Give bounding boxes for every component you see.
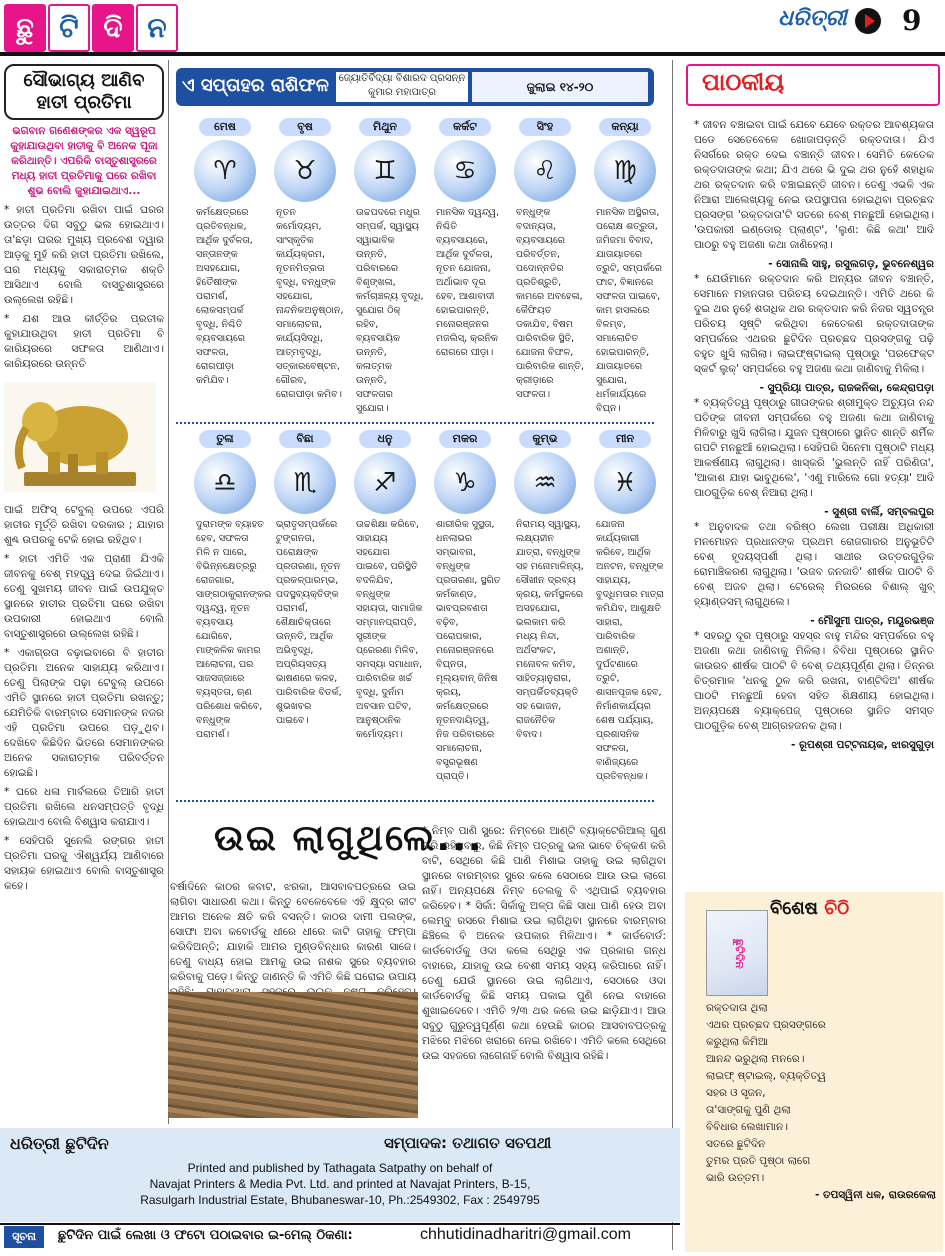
play-icon — [855, 8, 881, 34]
horoscope-date: ଜୁଲାଇ ୧୪-୨୦ — [472, 72, 648, 102]
article-paragraph: * ଏକାଗ୍ରତା ବଢ଼ାଇବାରେ ବି ହାତୀର ପ୍ରତିମା ଅନେକ ସାହାଯ୍ୟ କରିଥାଏ। ତେଣୁ ପିଲାଙ୍କ ପଢ଼ା ଟେବୁଲ୍ ଉପରେ ଏମିତି ସ୍ଥାନରେ ହାତୀ ପ୍ରତିମା ରଖନ୍ତୁ; ଯେମିତିକି ବାରମ୍ବାର ସେମାନଙ୍କ ନଜର ଏହି ପ୍ରତିମା ଉପରେ ପଡ଼ୁଥିବ। ଦେଖିବେ କିଛିଦିନ ଭିତରେ ସେମାନଙ୍କର ଅନେକ ସକାରାତ୍ମକ ପରିବର୍ତ୍ତନ ହୋଇଛି। — [4, 647, 164, 779]
zodiac-prediction: ମାନସିକ ଅସ୍ଥିରତା, ପରୋକ୍ଷ ଶତ୍ରୁତା, ଜମିଜମା ବିବାଦ, ଯାତାୟାତରେ ତ୍ରୁଟି, ସମ୍ପର୍କରେ ଫାଟ, ବିଜ୍ଞାନରେ ସଫଳତା ପାଇବେ, କାମ ହାସଲରେ ବିଳମ୍ବ, ସମାଲୋଚିତ ହୋଇପାରନ୍ତି, ଯାତାୟାତରେ ସୁଯୋଗ, ଧର୍ମକାର୍ଯ୍ୟରେ ବିଘ୍ନ। — [596, 207, 662, 414]
zodiac-sign — [186, 430, 272, 742]
readers-column-header — [686, 64, 940, 106]
printer-line: Printed and published by Tathagata Satpathy on behalf of — [187, 1161, 493, 1175]
feature-title: ଉଇ ଲାଗୁଥିଲେ... — [214, 818, 484, 859]
zodiac-prediction: କର୍ମକ୍ଷେତ୍ରରେ ପ୍ରତିବନ୍ଧକ, ଆର୍ଥିକ ଦୁର୍ବଳତା, ସନ୍ତାନଙ୍କ ଅସହଯୋଗ, ହିତୈଷୀଙ୍କ ପରାମର୍ଶ, ଲୋକସମ୍ପର୍କ ବୃଦ୍ଧି, ନିଶ୍ଚିତି ବ୍ୟବସାୟରେ ସଫଳତା, ରୋଗପୀଡ଼ା କମିଯିବ। — [196, 207, 253, 386]
article-paragraph: * ଯଶ ଆଉ କୀର୍ତ୍ତିର ପ୍ରତୀକ କୁହାଯାଉଥିବା ହାତୀ ପ୍ରତିମା ବି କାରିୟରରେ ସଫଳତା ଆଣିଥାଏ। କାରିୟରରେ ଉନ୍ନତି — [4, 313, 164, 370]
zodiac-prediction: ଉଚ୍ଚପଦରେ ମଧୁର ସମ୍ପର୍କ, ସ୍ୱାସ୍ଥ୍ୟ ସ୍ୱାଭାବିକ ଉନ୍ନତି, ପରିବାରରେ ବିଶୃଙ୍ଖଳା, କର୍ମଚାଞ୍ଚଳ୍ୟ ବୃଦ୍ଧି, ସୁଯୋଗ ଠିକ୍ ରହିବ, ବ୍ୟବସାୟିକ ଉନ୍ନତି, କଳାତ୍ମକ ଉନ୍ନତି, ସଫଳତାର ସୁଯୋଗ। — [356, 207, 424, 414]
zodiac-emblem-icon: ♉ — [274, 140, 336, 202]
zodiac-emblem-icon: ♏ — [274, 452, 336, 514]
article-paragraph: * ସେହିପରି ସୁନେଲି ରଙ୍ଗର ହାତୀ ପ୍ରତିମା ଘରକୁ ଐଶ୍ୱର୍ଯ୍ୟ ଆଣିବାରେ ସହାୟକ ହୋଇଥାଏ ବୋଲି ବାସ୍ତୁଶାସ୍ତ୍ର କହେ। — [4, 835, 164, 892]
printer-line: Navajat Printers & Media Pvt. Ltd. and printed at Navajat Printers, B-15, — [149, 1177, 531, 1191]
feature-text-col1: ବର୍ଷାଦିନେ କାଠର କବାଟ, ଝରକା, ଆସବାବପତ୍ରରେ ଉଇ ଲାଗିବା ସାଧାରଣ କଥା। କିନ୍ତୁ ବେଳେବେଳେ ଏହି କ୍ଷୁଦ୍ର କୀଟ ଆମର ଅନେକ କ୍ଷତି କରି ବସନ୍ତି। କାଠର ଦାମୀ ପଲଙ୍କ, ସୋଫା ଅବା କବୋର୍ଡକୁ ଧୀରେ ଧୀରେ କାଟି ତାହାକୁ ଫମ୍ପା କରିଦିଅନ୍ତି; ଯାହାକି ଆମର ମୁଣ୍ଡବିନ୍ଧାର କାରଣ ସାଜେ। ତେଣୁ ବାଧ୍ୟ ହୋଇ ଆମକୁ ଉଇ ନାଶକ ସ୍ପ୍ରେ ବ୍ୟବହାର କରିବାକୁ ପଡ଼େ। କିନ୍ତୁ ଜାଣନ୍ତି କି ଏମିତି କିଛି ଘରୋଇ ଉପାୟ — [170, 881, 416, 983]
column-divider — [672, 60, 673, 1250]
special-letter-title — [770, 898, 849, 919]
zodiac-prediction: ଯୋଜନା କାର୍ଯ୍ୟକାରୀ କରିବେ, ଆର୍ଥିକ ଅନଟନ, ବନ୍ଧୁଙ୍କ ସାହାଯ୍ୟ, ବୁଦ୍ଧିମତାର ମାତ୍ରା କମିଯିବ, ଆଶୁକ୍ଷତି ସାହାରା, ପାରିବାରିକ ଅଶାନ୍ତି, ଦୁର୍ଘଟଣାରେ ତ୍ରୁଟି, ଶାସନପୂଜକ ହେବ, ନିର୍ମାଣକାର୍ଯ୍ୟର ଶେଷ ପର୍ଯ୍ୟାୟ, ପ୍ରଶାସନିକ ସଫଳତା, ବାଣିଜ୍ୟରେ ପ୍ରତିବନ୍ଧକ। — [596, 519, 664, 782]
zodiac-name: ମୀନ — [599, 430, 651, 448]
contact-email[interactable]: chhutidinadharitri@gmail.com — [420, 1226, 631, 1243]
article-lead: ଭଗବାନ ଗଣେଶଙ୍କର ଏକ ସ୍ୱରୂପ କୁହାଯାଉଥିବା ହାତୀକୁ ବି ଅନେକ ପୂଜା କରିଥାନ୍ତି। ଏପରିକି ବାସ୍ତୁଶାସ୍ତ୍ରରେ ମଧ୍ୟ ହାତୀ ପ୍ରତିମାକୁ ଘରେ ରଖିବା ଶୁଭ ବୋଲି କୁହାଯାଇଥାଏ... — [10, 125, 158, 197]
section-brand — [4, 4, 178, 52]
printer-line: Rasulgarh Industrial Estate, Bhubaneswar-10, Ph.:2549302, Fax : 2549795 — [140, 1193, 540, 1207]
zodiac-sign — [346, 430, 424, 742]
zodiac-name: କର୍କଟ — [439, 118, 491, 136]
page-number: 9 — [902, 4, 922, 37]
article-paragraph: * ହାତୀ ଏମିତି ଏକ ପ୍ରାଣୀ ଯିଏକି ଜୀବନକୁ ବେଶ୍ ମହତ୍ତ୍ୱ ଦେଇ ଜିଇଁଥାଏ। ତେଣୁ ସୁଖମୟ ଜୀବନ ପାଇଁ ଉପଯୁକ୍ତ ସ୍ଥାନରେ ହାତୀର ପ୍ରତିମା ଘରେ ରଖିବା ଉପକାରୀ ହୋଇଥାଏ ବୋଲି ବାସ୍ତୁଶାସ୍ତ୍ରରେ ଉଲ୍ଲେଖ ରହିଛି। — [4, 553, 164, 640]
zodiac-sign — [506, 430, 584, 742]
zodiac-sign — [266, 430, 344, 728]
poem-line: ବିବିଧାର ଲେଖାମାନ। — [706, 1121, 788, 1133]
brand-letter: ଟି — [48, 4, 90, 52]
poem-line: ତା'ସାଙ୍ଗକୁ ପୁଣି ଥିଲା — [706, 1104, 791, 1116]
zodiac-sign — [586, 430, 664, 784]
cover-title: ଛୁଟିଦିନ — [733, 939, 746, 969]
poem-line: ଭାରି ଉତ୍ତମ। — [706, 1172, 765, 1184]
zodiac-prediction: ଶାରୀରିକ ସୁସ୍ଥତା, ଧନଲାଭର ସମ୍ଭାବନା, ବନ୍ଧୁଙ୍କ ପ୍ରତାରଣା, ସ୍ଥଗିତ କର୍ମକାଣ୍ଡ, ଭାବପ୍ରବଣତା ବଢ଼ିବ, ପରୋପକାର, ମନୋରଞ୍ଜନରେ ବିଘ୍ନତା, ମୂଲ୍ୟବାନ୍ ଜିନିଷ କ୍ରୟ, କର୍ମକ୍ଷେତ୍ରରେ ନୂତନଦାୟିତ୍ୱ, ନିଜ ପରିବାରରେ ସମାଲୋଚନା, ବସ୍ତ୍ରଭୂଷଣ ପ୍ରାପ୍ତି। — [436, 519, 501, 782]
column-divider — [168, 60, 169, 1124]
printer-details — [60, 1160, 620, 1208]
termite-wood-image — [168, 992, 418, 1118]
dotted-divider — [176, 422, 654, 424]
poem-line: ଏଥର ପ୍ରଚ୍ଛଦ ପ୍ରସଙ୍ଗରେ — [706, 1019, 826, 1031]
poem-line: କରୁଥିଲା କିମିଆ — [706, 1036, 769, 1048]
reader-letter: * ଅନୁବାଦକ ତଥା ବରିଷ୍ଠ ଲେଖା ପରୀକ୍ଷା ଅଧିକାରୀ ମନମୋହନ ପ୍ରଧାନଙ୍କ ପ୍ରଥମ ରୋଜଗାରର ଅନୁଭୂତିଟି ବେଶ୍ ହୃଦୟସ୍ପର୍ଶୀ ଥିଲା। ସାଥୀର ଉତ୍ତରଗୁଡ଼ିକ ରୋମାଞ୍ଚିକରଣ ଲାଗୁଥିଲା। 'ଉଜବ ଜନଜାତି' ଶୀର୍ଷକ ପାଠଟି ବି ବେଶ୍ ଅଜବ ଥିଲା। ଟେରେଲ୍ ମିରରରେ ବିଶାଲ୍ ଖୁବ୍ ହ୍ୟାଣ୍ଡସମ୍ ଲାଗୁଥିଲେ। — [694, 521, 934, 608]
poem-line: ଆନନ୍ଦ ଭରୁଥିଲା ମନରେ। — [706, 1053, 805, 1065]
newspaper-logo: ଧରିତ୍ରୀ — [778, 6, 847, 31]
readers-letters — [694, 118, 934, 753]
article-title: ସୌଭାଗ୍ୟ ଆଣିବ ହାତୀ ପ୍ରତିମା — [4, 64, 164, 120]
letter-signature: - ସୋନାଲି ସାହୁ, ରସୁଲଗଡ଼, ଭୁବନେଶ୍ୱର — [768, 258, 934, 270]
article-paragraph: * ହାତୀ ପ୍ରତିମା ରଖିବା ପାଇଁ ଘରର ଉତ୍ତର ଦିଗ ସବୁଠୁ ଭଲ ହୋଇଥାଏ। ତା'ଛଡ଼ା ଘରର ମୁଖ୍ୟ ପ୍ରବେଶ ଦ୍ୱାର ଆଡ଼କୁ ମୁହଁ କରି ହାତୀ ପ୍ରତିମା ରଖିଲେ, ଘର ମଧ୍ୟକୁ ସକାରାତ୍ମକ ଶକ୍ତି ଆସିଥାଏ ବୋଲି ବାସ୍ତୁଶାସ୍ତ୍ରରେ ଉଲ୍ଲେଖ ରହିଛି। — [4, 204, 164, 306]
special-title-black: ବିଶେଷ — [770, 898, 818, 919]
zodiac-sign — [266, 118, 344, 402]
brand-letter: ଦି — [92, 4, 134, 52]
zodiac-prediction: ଭ୍ରାତୃସମ୍ପର୍କରେ ଟୁଙ୍ଗନତା, ପରୋକ୍ଷଙ୍କ ପ୍ରତାରଣା, ନୂତନ ପ୍ରକଳ୍ପାରମ୍ଭ, ପଦସ୍ଥବ୍ୟକ୍ତିଙ୍କ ପରାମର୍ଶ, ଶୈକ୍ଷାଚିକ୍ତାରେ ଉନ୍ନତି, ଆର୍ଥିକ ଅଭିବୃଦ୍ଧି, ଅପ୍ରିୟସତ୍ୟ ଭାଷଣରେ କଳହ, ପାରିବାରିକ ବିତର୍କ, ଶୁଭଖବର ପାଇବେ। — [276, 519, 342, 726]
poem-line: ଲାଇଫ୍ ଷ୍ଟାଇଲ୍, ବ୍ୟକ୍ତିତ୍ୱ — [706, 1070, 826, 1082]
editor-credit: ସମ୍ପାଦକ: ତଥାଗତ ସତପଥୀ — [384, 1134, 552, 1152]
reader-letter: * ସହରଠୁ ଦୂର ପୃଷ୍ଠାରୁ ସହସ୍ର ବାହୁ ମନ୍ଦିର ସମ୍ପର୍କରେ ବହୁ ଅଜଣା କଥା ଜାଣିବାକୁ ମିଳିଲା। ବିବିଧା ପୃଷ୍ଠାରେ ସ୍ଥାନିତ କାଉରବ ଶୀର୍ଷକ ପାଠଟି ବି ବେଶ୍ ତଥ୍ୟପୂର୍ଣ୍ଣ ଥିଲା। ତିନ୍ନର ଚିତ୍ରମାଳ 'ଧନକୁ ଠୁଳ କରି ରଖନା, ବାଣ୍ଟିଦିଅ' ଶୀର୍ଷକ ପାଠଟି ମନଛୁଆଁ ହେବା ସହିତ ଶିକ୍ଷଣୀୟ ହୋଇଥିଲା। ଅନ୍ୟପକ୍ଷେ ବ୍ୟାକ୍‌ପେଜ୍ ପୃଷ୍ଠାରେ ସ୍ଥାନିତ ସମସ୍ତ ପାଠଗୁଡ଼ିକ ବେଶ୍ ଆଗ୍ରହଜନକ ଥିଲା। — [694, 630, 934, 732]
feature-text-col2: * ନିମ୍ବ ପାଣି ସ୍ପ୍ରେ: ନିମ୍ବରେ ଆଣ୍ଟି ବ୍ୟାକ୍ଟେରିଆଲ୍ ଗୁଣ ଭରି ରହିଥିବାରୁ, କିଛି ନିମ୍ବ ପତ୍ରକୁ ଭଲ ଭାବେ ଚିକ୍କଣ କରି ବାଟି, ସେଥିରେ କିଛି ପାଣି ମିଶାଇ ତାହାକୁ ଉଇ ଲାଗିଥିବା ସ୍ଥାନରେ ବାରମ୍ବାର ସ୍ପ୍ରେ କଲେ ସେଠାରେ ଆଉ ଉଇ ଲାଗେ ନାହିଁ। ଅନ୍ୟପକ୍ଷେ ନିମ୍ବ ତେଲକୁ ବି ଏଥିପାଇଁ ବ୍ୟବହାର କରିହେବ। * ସିର୍କା: ସିର୍କାକୁ ଅଳ୍ପ କିଛି ସାଧା ପାଣି ହେଉ ଅବା ଲେମ୍ବୁ ରସରେ ମିଶାଇ ଉଇ ଲାଗିଥିବା ସ୍ଥାନରେ ବାରମ୍ବାର ଛିଞ୍ଚିଲେ ବି ଅନେକ ଉପକାର ମିଳିଥାଏ। * କାର୍ଡବୋର୍ଡ: କାର୍ଡବୋର୍ଡକୁ ଓଦା କଲେ ସେଥିରୁ ଏକ ପ୍ରକାର ଗନ୍ଧ ବାହାରେ, ଯାହାକୁ ଉଇ ବେଶୀ ସମୟ ସହ୍ୟ କରିପାରେ ନାହିଁ। ତେଣୁ ଯେଉଁ ସ୍ଥାନରେ ଉଇ ଲାଗିଥାଏ, ସେଠାରେ ଓଦା କାର୍ଡବୋର୍ଡକୁ କିଛି ସମୟ ପକାଇ ପୁଣି ନେଇ ବାହାରେ ଶୁଖାଇଦେବେ। ଏମିତି ୨/୩ ଥର କଲେ ଉଇ ଛାଡ଼ିଯାଏ। ଆଉ ସବୁଠୁ ଗୁରୁତ୍ୱପୂର୍ଣ୍ଣ କଥା ହେଉଛି କାଠର ଆସବାବପତ୍ରକୁ ମଝିରେ ମଝିରେ ଖରାରେ ନେଇ ରଖିବେ। ଏମିତି କଲେ ସେଥିରେ ଉଇ ସହଜରେ ଲାଗେନାହିଁ ବୋଲି ବିଶ୍ୱାସ ରହିଛି। — [422, 825, 666, 1062]
zodiac-sign — [586, 118, 664, 416]
horoscope-astrologer: ଜ୍ୟୋତିର୍ବିଦ୍ୟା ବିଶାରଦ ପ୍ରସନ୍ନ କୁମାର ମହାପାତ୍ର — [336, 72, 468, 102]
zodiac-name: ବୃଷ — [279, 118, 331, 136]
notice-text: ଛୁଟିଦିନ ପାଇଁ ଲେଖା ଓ ଫଟୋ ପଠାଇବାର ଇ-ମେଲ୍ ଠିକଣା: — [58, 1228, 353, 1243]
zodiac-sign — [506, 118, 584, 402]
zodiac-name: କନ୍ୟା — [599, 118, 651, 136]
zodiac-name: ବିଛା — [279, 430, 331, 448]
zodiac-name: କୁମ୍ଭ — [519, 430, 571, 448]
special-letter-poem — [706, 1000, 936, 1204]
zodiac-sign — [346, 118, 424, 416]
article-paragraph: * ଘରେ ଧଳା ମାର୍ବଲରେ ତିଆରି ହାତୀ ପ୍ରତିମା ରଖିଲେ ଧନସମ୍ପତ୍ତି ବୃଦ୍ଧି ହୋଇଥାଏ ବୋଲି ବିଶ୍ୱାସ କରାଯାଏ। — [4, 786, 164, 828]
horoscope-title: ଏ ସପ୍ତାହର ରାଶିଫଳ — [182, 75, 329, 96]
reader-letter: * ବ୍ୟକ୍ତିତ୍ୱ ପୃଷ୍ଠାରୁ ଗୀତାଙ୍କର ଶ୍ରୀମୁକ୍ତ ଅଚ୍ୟୁତା ନନ୍ଦ ପତିଙ୍କ ଜୀବନୀ ସମ୍ପର୍କରେ ବହୁ ଅଜଣା କଥା ଜାଣିବାକୁ ମିଳିବାରୁ ଖୁସି ଲାଗିଲା। ଯୁଜନ ପୃଷ୍ଠାରେ ସ୍ଥାନିତ ଶାନ୍ତି ଶର୍ମିଳ ଗପଟି ମନଛୁଆଁ ହୋଇଥିଲା। ସେହିପରି ସିନେମା ପୃଷ୍ଠାଟି ମଧ୍ୟ ଆକର୍ଷଣୀୟ ଲାଗୁଥିଲା। ଖାସ୍‌କରି 'ଭୁଲନ୍ତି ନାହିଁ ପରିଣିତା', 'ଆକାଶ ଯାହା ଭାବୁଥିଲେ', 'ଏଣୁ ମାରିଲେ ଗୋ ହତ୍ୟା' ଆଦି ପାଠଗୁଡ଼ିକ ବେଶ୍ ନିଆରା ଥିଲା। — [694, 397, 934, 499]
zodiac-prediction: ଦୁରାମଙ୍କ ବ୍ୟାହତ ହେବ, ସଫଳତା ମିଳି ନ ପାରେ, ବିଭିନ୍ନକ୍ଷେତ୍ରରୁ ରୋଜଗାର, ସାଙ୍ଗଠାକୁରାନଙ୍କର ଦ୍ୱନ୍ଦ୍ୱ, ନୂତନ ବ୍ୟବସାୟ ଯୋଗିବେ, ମାଙ୍କଳିକ କାମର ଆଲୋଚନା, ଘର ସାଜସଜ୍ଜାରେ ବ୍ୟସ୍ତତା, ଋଣ ପରିଶୋଧ କରିବେ, ବନ୍ଧୁଙ୍କ ପରାମର୍ଶ। — [196, 519, 272, 740]
zodiac-prediction: ଉଚ୍ଚଶିକ୍ଷା କରିବେ, ସାହାଯ୍ୟ ସହଯୋଗ ପାଇବେ, ପରିସ୍ଥିତି ବଦଳିଯିବ, ବନ୍ଧୁଙ୍କ ସହାୟତା, ସାମାଜିକ ସମ୍ମାନପ୍ରାପ୍ତି, ସ୍ତ୍ରୀଙ୍କ ପ୍ରେରଣା ମିଳିବ, ସମସ୍ୟା ସମାଧାନ, ପାରିବାରିକ ଖର୍ଚ୍ଚ ବୃଦ୍ଧି, ଦୁର୍ନାମ ଅବସାନ ଘଟିବ, ଆନୁଷ୍ଠାନିକ କର୍ମୋଦ୍ୟମ। — [356, 519, 423, 740]
zodiac-emblem-icon: ♓ — [594, 452, 656, 514]
zodiac-sign — [186, 118, 264, 388]
zodiac-emblem-icon: ♎ — [194, 452, 256, 514]
zodiac-name: ସିଂହ — [519, 118, 571, 136]
imprint-title: ଧରିତ୍ରୀ ଛୁଟିଦିନ — [10, 1134, 109, 1153]
zodiac-emblem-icon: ♊ — [354, 140, 416, 202]
elephant-statue-image — [4, 382, 156, 492]
letter-signature: - ରୂପଶ୍ରୀ ପଟ୍ଟନାୟକ, ଝାରସୁଗୁଡ଼ା — [790, 739, 934, 751]
zodiac-sign — [426, 118, 504, 360]
brand-letter: ଛୁ — [4, 4, 46, 52]
zodiac-name: ମକର — [439, 430, 491, 448]
poem-line: ସତରେ ଛୁଟିଦିନ — [706, 1138, 766, 1150]
zodiac-emblem-icon: ♐ — [354, 452, 416, 514]
zodiac-emblem-icon: ♋ — [434, 140, 496, 202]
zodiac-prediction: ମାନସିକ ଦ୍ୱନ୍ଦ୍ୱ, ନିଶ୍ଚିତି ବ୍ୟବସାୟରେ, ଆର୍ଥିକ ଦୁର୍ବଳତା, ନୂତନ ଯୋଜନା, ଅର୍ଥାଭାବ ଦୂର ହେବ, ଆଶାବାଦୀ ହୋଇପାରନ୍ତି, ମନୋରଞ୍ଜନର ମଜଲିସ୍, କ୍ରନିକ ରୋଗରେ ପୀଡ଼ା। — [436, 207, 500, 358]
letter-signature: - ସୁଶ୍ରୀ ବାର୍ଲି, ସମ୍ବଲପୁର — [824, 506, 934, 518]
poem-line: ତୁମର ପ୍ରତି ପୃଷ୍ଠା ଲାଗେ — [706, 1155, 811, 1167]
zodiac-prediction: ବନ୍ଧୁଙ୍କ ବଦାନ୍ୟତା, ବ୍ୟବସାୟରେ ପରିବର୍ତ୍ତନ, ପଦୋନ୍ନତିର ପ୍ରତିଶ୍ରୁତି, କାମରେ ଅବହେଳା, କୈଫିୟତ ଡକାଯିବ, ବିଷମ ପାରିବାରିକ ସ୍ଥିତି, ଯୋଜନା ବିଫଳ, ପାରିବାରିକ ଶାନ୍ତି, କ୍ରୀଡ଼ାରେ ସଫଳତା। — [516, 207, 584, 400]
letter-signature: - ମୌସୁମୀ ପାତ୍ର, ମୟୂରଭଞ୍ଜ — [810, 615, 934, 627]
zodiac-name: ମିଥୁନ — [359, 118, 411, 136]
poem-line: ସହର ଓ ସୃଜନ, — [706, 1087, 766, 1099]
special-title-red: ଚିଠି — [824, 898, 850, 919]
zodiac-name: ମେଷ — [199, 118, 251, 136]
zodiac-prediction: ନିରାମୟ ସ୍ୱାସ୍ଥ୍ୟ, ଲକ୍ଷ୍ୟହୀନ ଯାତ୍ରା, ବନ୍ଧୁଙ୍କ ସହ ମନୋମାଳିନ୍ୟ, ସୌଖୀନ ଦ୍ରବ୍ୟ କ୍ରୟ, କର୍ମସ୍ଥଳରେ ଅସହଯୋଗ, ଭଲକାମ କରି ମଧ୍ୟ ନିନ୍ଦା, ଅର୍ଥସଂକଟ, ମନୋବଳ କମିବ, ସାହିତ୍ୟାନୁରାଗ, ସମ୍ପର୍କିତବ୍ୟକ୍ତି ସହ ଭୋଜନ, ରାଜନୈତିକ ବିବାଦ। — [516, 519, 584, 740]
letter-signature: - ସୁପ୍ରିୟା ପାତ୍ର, ରାଜକନିକା, କେନ୍ଦ୍ରାପଡ଼ା — [759, 382, 934, 394]
notice-label: ସୂଚନା — [4, 1226, 44, 1248]
brand-letter: ନ — [136, 4, 178, 52]
header-divider — [0, 52, 945, 56]
reader-letter: * ଜୀବନ ବଞ୍ଚାଇବା ପାଇଁ ଯେବେ ଯେବେ ରକ୍ତର ଆବଶ୍ୟକତା ପଡେ ସେତେବେଳେ ଖୋଜାପଡ଼ନ୍ତି ରକ୍ତଦାତା। ଯିଏ ନିସର୍ଗରେ ରକ୍ତ ଦେଇ ବଞ୍ଚାନ୍ତି ଜୀବନ। ସେମିତି କେତେକ ରକ୍ତଦାତାଙ୍କ କଥା; ଯିଏ ଥରେ ଭି ଦୁଇ ଥର ନୁହେଁ ଶହାଧିକ ଥର ରକ୍ତଦାନ କରି ବଞ୍ଚାଇଛନ୍ତି ଜୀବନ। ତେଣୁ ଏଭଳି ଏକ ନିଆରା ଆଲେଖ୍ୟକୁ ନେଇ ଉପସ୍ଥାପନା ହୋଇଥିବା ପ୍ରଚ୍ଛଦ ପ୍ରସଙ୍ଗ 'ରକ୍ତଦାତା'ଟି ସତରେ ବେଶ୍ ମନଛୁଆଁ ହୋଇଥିଲା। 'ଉପକାରୀ ଇଣ୍ଡୋର୍ ପ୍ଲାଣ୍ଟ', 'ଲୁଣ: କିଛି କଥା' ଆଦି ପାଠରୁ ବହୁ ଅଜଣା କଥା ଜାଣିହେଲା। — [694, 119, 934, 251]
zodiac-sign — [426, 430, 504, 784]
poem-signature: - ତପସ୍ୱିନୀ ଧଳ, ରାଉରକେଲା — [814, 1189, 936, 1201]
zodiac-name: ଧନୁ — [359, 430, 411, 448]
zodiac-emblem-icon: ♈ — [194, 140, 256, 202]
reader-letter: * ଯେଉଁମାନେ ରକ୍ତଦାନ କରି ଅନ୍ୟର ଜୀବନ ବଞ୍ଚାନ୍ତି, ସେମାନେ ମହାନତାର ପରିଚୟ ଦେଇଥାନ୍ତି। ଏମିତି ଥରେ କି ଦୁଇ ଥର ନୁହେଁ ଶତାଧିକ ଥର ରକ୍ତଦାନ କରି ନିଜର ସ୍ୱତନ୍ତ୍ର ପରିଚୟ ସୃଷ୍ଟି କରିଥିବା କେତେକଣ ରକ୍ତଦାତାଙ୍କ ସମ୍ପର୍କରେ ଏଥରର ଛୁଟିଦିନ ପ୍ରଚ୍ଛଦ ପ୍ରସଙ୍ଗକୁ ପଢ଼ି ବହୁତ ଖୁସି ଲାଗିଲା। ଲାଇଫ୍‌ଷ୍ଟାଇଲ୍ ପୃଷ୍ଠାରୁ 'ପରଫେକ୍ଟ ସ୍କର୍ଟ ଲୁକ୍' ସମ୍ପର୍କରେ ବହୁ ଅଜଣା କଥା ଜାଣିବାକୁ ମିଳିଲା। — [694, 273, 934, 375]
zodiac-name: ତୁଳା — [199, 430, 251, 448]
zodiac-prediction: ନୂତନ କର୍ମୋଦ୍ୟମ, ସାଂସ୍କୃତିକ କାର୍ଯ୍ୟକ୍ରମ, ନୂତନମିତ୍ରତା ବୃଦ୍ଧି, ବନ୍ଧୁଙ୍କ ସହଯୋଗ, ନାନ୍ଦନିକଅନୁଷ୍ଠାନ, ସମାଲୋଚନା, କାର୍ଯ୍ୟସିଦ୍ଧି, ଆତ୍ମବୃଦ୍ଧି, ସତ୍କାରବେଷ୍ଟନ, ଗୌରବ, ରୋଗପୀଡ଼ା କମିବ। — [276, 207, 344, 400]
article-paragraph: ପାଇଁ ଅଫିସ୍ ଟେବୁଲ୍ ଉପରେ ଏପରି ହାତୀର ମୂର୍ତ୍ତି ରଖିବା ଦରକାର ; ଯାହାର ଶୁଣ୍ଢ ଉପରକୁ ଟେକି ହୋଇ ରହିଥିବ। — [4, 504, 164, 546]
elephant-article — [4, 64, 164, 1114]
dotted-divider — [176, 800, 654, 802]
poem-line: ରକ୍ତଦାତା ଥିଲା — [706, 1002, 768, 1014]
zodiac-emblem-icon: ♑ — [434, 452, 496, 514]
zodiac-emblem-icon: ♌ — [514, 140, 576, 202]
zodiac-emblem-icon: ♍ — [594, 140, 656, 202]
magazine-cover-image — [706, 910, 768, 996]
readers-column-title: ପାଠକୀୟ — [702, 68, 785, 96]
zodiac-emblem-icon: ♒ — [514, 452, 576, 514]
